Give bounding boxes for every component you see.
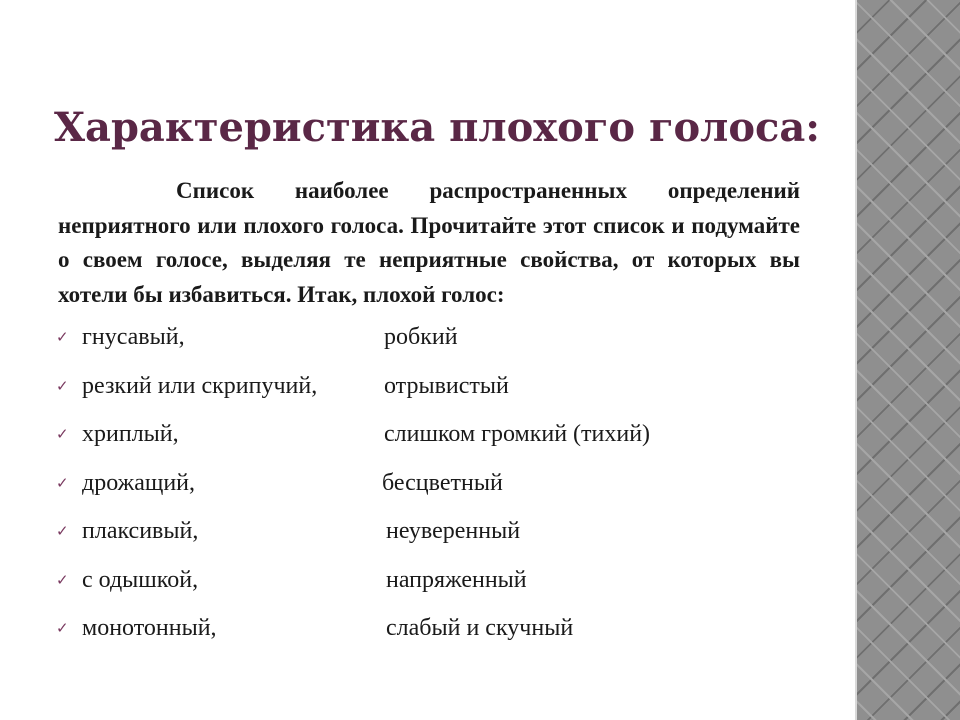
trait-left: резкий или скрипучий, xyxy=(82,372,318,399)
traits-list xyxy=(56,319,756,659)
list-item xyxy=(56,416,756,465)
list-item xyxy=(56,610,756,659)
decorative-pattern-strip xyxy=(857,0,960,720)
checkmark-icon: ✓ xyxy=(56,621,69,637)
trait-right: напряженный xyxy=(386,566,527,593)
checkmark-icon: ✓ xyxy=(56,330,69,346)
list-item xyxy=(56,465,756,514)
trait-right: робкий xyxy=(384,324,458,350)
checkmark-icon: ✓ xyxy=(56,524,69,540)
trait-right: слишком громкий (тихий) xyxy=(384,421,651,447)
list-item xyxy=(56,368,756,417)
checkmark-icon: ✓ xyxy=(56,572,69,589)
trait-left: плаксивый, xyxy=(82,518,199,544)
checkmark-icon: ✓ xyxy=(56,378,69,395)
trait-left: хриплый, xyxy=(82,421,179,447)
intro-paragraph: Список наиболее распространенных определений неприятного или плохого голоса. Прочитайте этот список и подумайте о своем голосе, выделяя те неприятные свойства, от которых вы хотели бы избавиться. Итак, плохой голос: xyxy=(58,178,800,307)
list-item xyxy=(56,319,756,368)
list-item xyxy=(56,562,756,611)
trait-left: с одышкой, xyxy=(82,566,199,593)
list-item xyxy=(56,513,756,562)
trait-left: дрожащий, xyxy=(82,469,196,496)
trait-right: неуверенный xyxy=(386,518,521,544)
trait-right: слабый и скучный xyxy=(386,615,574,641)
trait-right: отрывистый xyxy=(384,372,509,399)
trait-left: гнусавый, xyxy=(82,324,185,350)
checkmark-icon: ✓ xyxy=(56,427,69,443)
checkmark-icon: ✓ xyxy=(56,475,69,492)
trait-right: бесцветный xyxy=(382,469,503,496)
slide-title: Характеристика плохого голоса: xyxy=(54,104,821,151)
trait-left: монотонный, xyxy=(82,615,217,641)
